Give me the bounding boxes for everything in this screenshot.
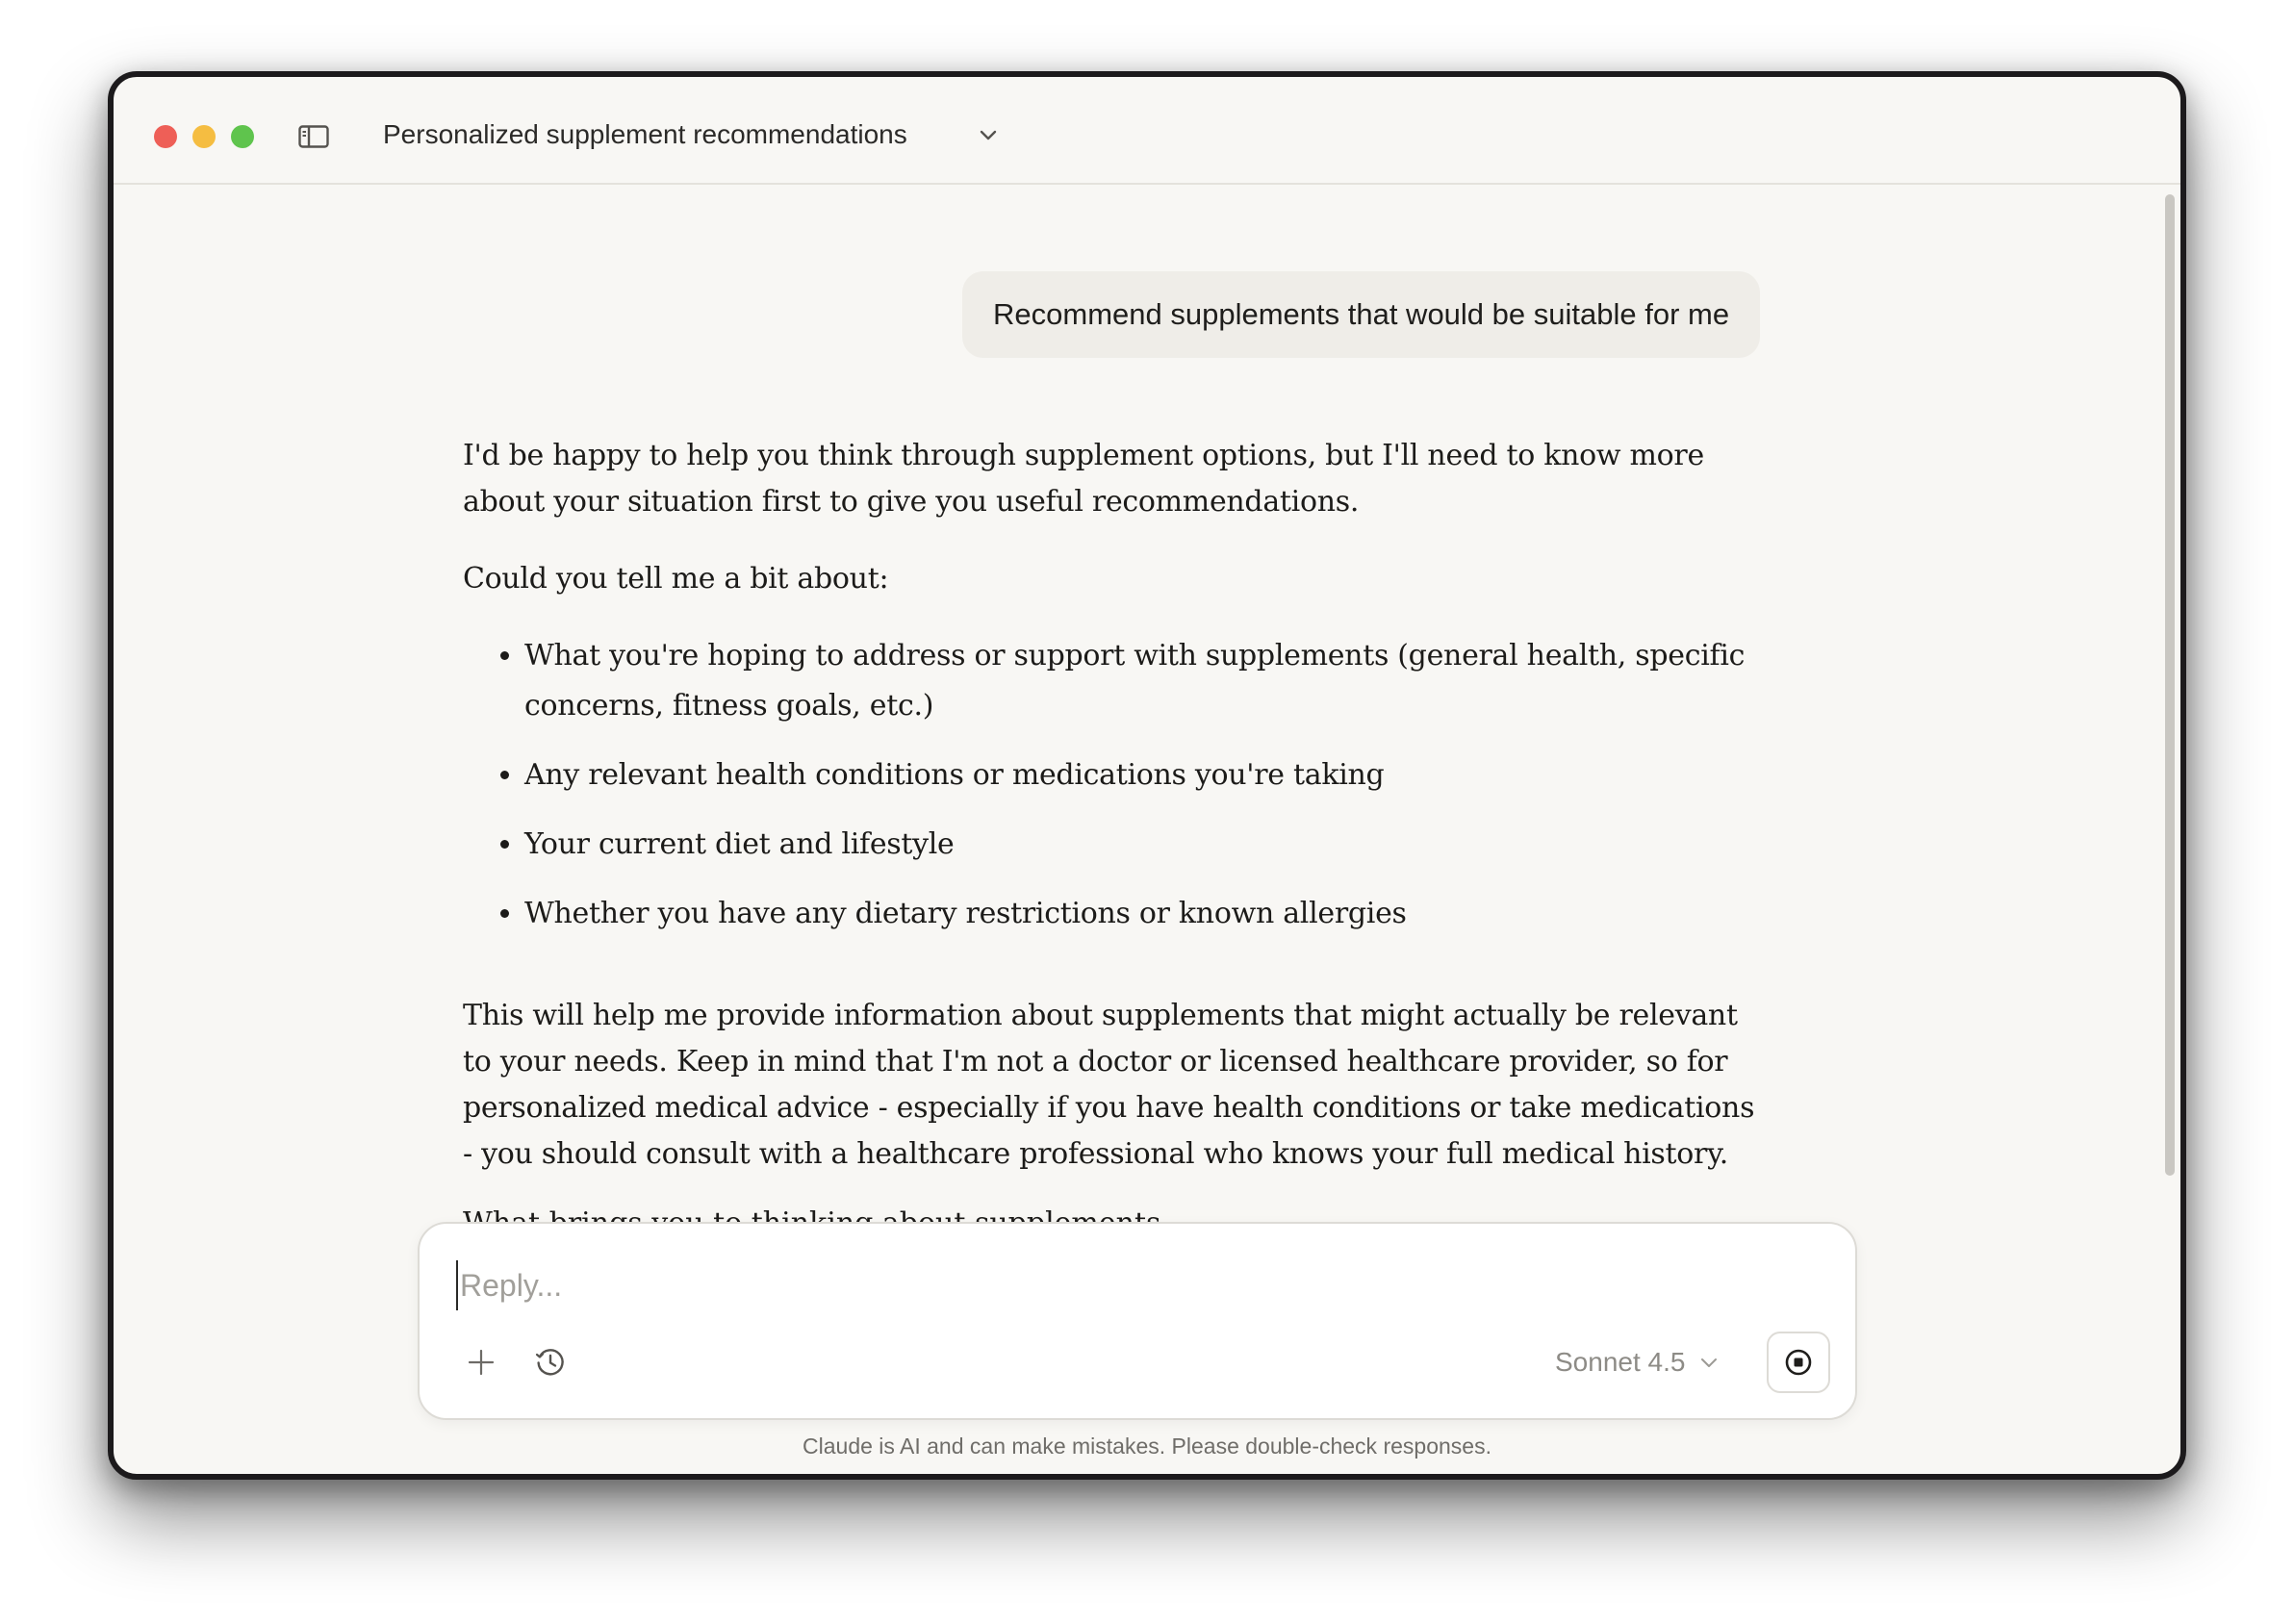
list-item: • Any relevant health conditions or medications you're taking bbox=[524, 750, 1771, 800]
minimize-window-button[interactable] bbox=[192, 125, 216, 148]
list-item: • What you're hoping to address or support with supplements (general health, specific concerns, fitness goals, etc.) bbox=[524, 631, 1771, 731]
partial-assistant-line bbox=[463, 1201, 1810, 1222]
plus-icon[interactable] bbox=[462, 1343, 500, 1382]
title-bar bbox=[114, 77, 2180, 185]
assistant-disclaimer-paragraph: This will help me provide information about supplements that might actually be relevant to your needs. Keep in mind that I'm not a doctor or licensed healthcare provider, so for personalized medical advice - especially if you have health conditions or take medications - you should consult with a healthcare professional who knows your full medical history. bbox=[463, 999, 1755, 1171]
chevron-down-icon bbox=[1698, 1352, 1720, 1373]
stop-button[interactable] bbox=[1767, 1332, 1830, 1393]
assistant-question: Could you tell me a bit about: bbox=[463, 562, 889, 596]
composer bbox=[418, 1222, 1857, 1420]
zoom-window-button[interactable] bbox=[231, 125, 254, 148]
clock-icon[interactable] bbox=[529, 1341, 572, 1383]
user-message-bubble bbox=[962, 271, 1760, 358]
model-label: Sonnet 4.5 bbox=[1555, 1347, 1686, 1377]
conversation-title[interactable]: Personalized supplement recommendations bbox=[383, 119, 907, 149]
close-window-button[interactable] bbox=[154, 125, 177, 148]
model-selector[interactable] bbox=[1555, 1343, 1720, 1382]
chevron-down-icon[interactable] bbox=[976, 123, 1001, 148]
list-item: • Your current diet and lifestyle bbox=[524, 820, 1771, 870]
assistant-bullet-list bbox=[463, 631, 1771, 939]
footer-disclaimer: Claude is AI and can make mistakes. Please double-check responses. bbox=[803, 1434, 1491, 1459]
list-item: • Whether you have any dietary restrictions or known allergies bbox=[524, 889, 1771, 939]
assistant-intro: I'd be happy to help you think through supplement options, but I'll need to know more about your situation first to give you useful recommendations. bbox=[463, 439, 1704, 519]
assistant-message bbox=[463, 433, 1771, 1178]
app-window bbox=[108, 71, 2186, 1480]
sidebar-toggle-icon[interactable] bbox=[298, 125, 329, 148]
reply-input[interactable] bbox=[456, 1260, 1520, 1310]
user-message-text: Recommend supplements that would be suitable for me bbox=[993, 297, 1730, 331]
stop-icon bbox=[1784, 1348, 1813, 1377]
scrollbar-thumb[interactable] bbox=[2165, 194, 2175, 1176]
